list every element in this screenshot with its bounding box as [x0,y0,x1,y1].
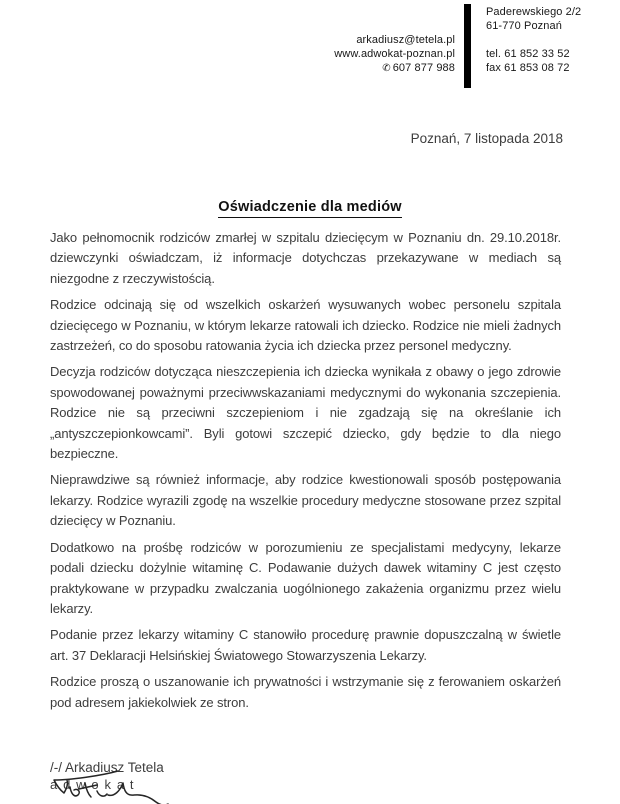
mobile-phone-line [334,61,455,76]
letter-body [50,228,561,719]
title-row [0,198,620,218]
phone-icon: ✆ [382,63,391,74]
mobile-phone-number: 607 877 988 [392,62,455,74]
paragraph: Dodatkowo na prośbę rodziców w porozumieniu ze specjalistami medycyny, lekarze podali dziecku dożylnie witaminę C. Podawanie dużych dawek witaminy C jest często praktykowane w przypadku zwalczania uogólnionego zakażenia organizmu przez wielu lekarzy. [50,539,561,616]
paragraph: Podanie przez lekarzy witaminy C stanowiło procedurę prawnie dopuszczalną w świetle art. 37 Deklaracji Helsińskiej Światowego Stowarzyszenia Lekarzy. [50,627,561,663]
letterhead-contact-right [486,5,581,75]
dateline: Poznań, 7 listopada 2018 [410,131,563,146]
document-title: Oświadczenie dla mediów [218,199,402,218]
tel-number: tel. 61 852 33 52 [486,48,570,60]
letterhead-spacer [486,33,581,47]
fax-number: fax 61 853 08 72 [486,62,570,74]
letterhead-divider-bar [464,4,471,88]
paragraph: Rodzice proszą o uszanowanie ich prywatności i wstrzymanie się z ferowaniem oskarżeń pod adresem jakiekolwiek ze stron. [50,674,561,710]
signature-role: adwokat [50,777,140,792]
paragraph: Rodzice odcinają się od wszelkich oskarżeń wysuwanych wobec personelu szpitala dziecięcego w Poznaniu, w którym lekarze ratowali ich dziecko. Rodzice nie mieli żadnych zastrzeżeń, co do sposobu ratowania życia ich dziecka przez personel medyczny. [50,297,561,354]
paragraph: Nieprawdziwe są również informacje, aby rodzice kwestionowali sposób postępowania lekarzy. Rodzice wyrazili zgodę na wszelkie procedury medyczne stosowane przez szpital dziecięcy w Poznaniu. [50,472,561,529]
signature-block [50,760,164,792]
paragraph: Jako pełnomocnik rodziców zmarłej w szpitalu dziecięcym w Poznaniu dn. 29.10.2018r. dziewczynki oświadczam, iż informacje dotychczas przekazywane w mediach są niezgodne z rzeczywistością. [50,230,561,286]
address-line-2: 61-770 Poznań [486,20,562,32]
letterhead-contact-left [334,33,455,76]
signature-name: /-/ Arkadiusz Tetela [50,760,164,775]
paragraph: Decyzja rodziców dotycząca nieszczepienia ich dziecka wynikała z obawy o jego zdrowie spowodowanej poważnymi przeciwwskazaniami medycznymi do wykonania szczepienia. Rodzice nie są przeciwni szczepieniom i nie zgadzają się na określanie ich „antyszczepionkowcami”. Byli gotowi szczepić dziecko, gdy będzie to dla niego bezpieczne. [50,364,561,462]
address-line-1: Paderewskiego 2/2 [486,6,582,18]
website-text: www.adwokat-poznan.pl [334,48,455,60]
email-text: arkadiusz@tetela.pl [356,34,455,46]
